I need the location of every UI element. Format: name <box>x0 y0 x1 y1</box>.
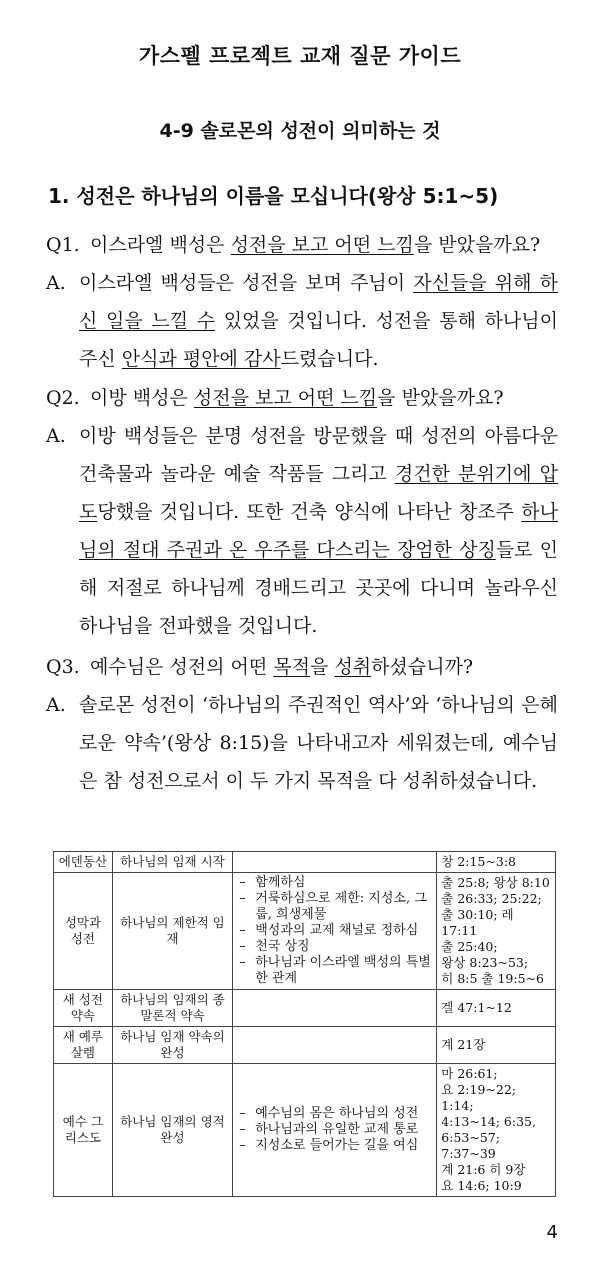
underlined-phrase: 목적 <box>273 656 311 678</box>
qa-text <box>90 648 558 686</box>
presence-cell: 하나님의 임재 시작 <box>112 852 232 873</box>
question-3 <box>46 648 558 686</box>
scripture-cell <box>437 990 556 1027</box>
text-segment: 솔로몬 성전이 ‘하나님의 주권적인 역사’와 ‘하나님의 은혜로운 약속’(왕상 8:15)을 나타내고자 세워졌는데, 예수님은 참 성전으로서 이 두 가지 목적을 다 성취하셨습니다. <box>79 694 558 792</box>
scripture-cell <box>437 873 556 990</box>
scripture-ref: 마 26:61; <box>441 1066 498 1081</box>
text-segment: 이방 백성들은 분명 성전을 방문했을 때 성전의 아름다운 건축물과 놀라운 예술 작품들 그리고 <box>79 425 558 485</box>
scripture-ref: 왕상 8:23~53; <box>441 955 529 970</box>
features-cell <box>233 1064 437 1197</box>
underlined-phrase: 성전을 보고 어떤 느낌 <box>230 234 414 256</box>
question-2 <box>46 379 558 417</box>
features-cell <box>233 852 437 873</box>
features-cell <box>233 1027 437 1064</box>
feature-item: – 예수님의 몸은 하나님의 성전 <box>237 1106 432 1122</box>
text-segment: 있었을 것입니다. 성전을 통해 하나님이 주신 <box>79 310 558 370</box>
underlined-phrase: 성취 <box>334 656 372 678</box>
text-segment: 을 받았을까요? <box>413 234 541 256</box>
features-cell <box>233 990 437 1027</box>
feature-item: – 거룩하심으로 제한: 지성소, 그룹, 희생제물 <box>237 891 432 923</box>
era-cell: 새 예루살렘 <box>54 1027 113 1064</box>
scripture-ref: 출 26:33; 25:22; <box>441 891 542 906</box>
era-cell: 에덴동산 <box>54 852 113 873</box>
qa-label: A. <box>46 425 66 447</box>
text-segment: 예수님은 성전의 어떤 <box>90 656 274 678</box>
underlined-phrase: 경건한 분위기에 압도 <box>79 463 558 523</box>
table-row <box>54 1027 556 1064</box>
scripture-ref: 4:13~14; 6:35, <box>441 1114 536 1129</box>
qa-label: Q3. <box>46 656 80 678</box>
table-row <box>54 873 556 990</box>
qa-text <box>79 417 558 645</box>
answer-3 <box>46 686 558 800</box>
text-segment: 이스라엘 백성들은 성전을 보며 주님이 <box>79 272 414 294</box>
era-cell: 예수 그리스도 <box>54 1064 113 1197</box>
era-cell: 새 성전 약속 <box>54 990 113 1027</box>
feature-item: – 지성소로 들어가는 길을 여심 <box>237 1138 432 1154</box>
text-segment: 을 <box>310 656 335 678</box>
table-row <box>54 990 556 1027</box>
scripture-ref: 겔 47:1~12 <box>441 1000 512 1015</box>
text-segment: 이방 백성은 <box>90 387 194 409</box>
qa-label: A. <box>46 694 66 716</box>
answer-2 <box>46 417 558 645</box>
scripture-ref: 출 25:40; <box>441 939 498 954</box>
text-segment: 당했을 것입니다. 또한 건축 양식에 나타난 창조주 <box>97 501 522 523</box>
qa-text <box>79 686 558 800</box>
scripture-cell <box>437 1027 556 1064</box>
scripture-ref: 6:53~57; 7:37~39 <box>441 1130 500 1161</box>
table-row <box>54 852 556 873</box>
qa-label: Q1. <box>46 234 80 256</box>
presence-cell: 하나님 임재 약속의 완성 <box>112 1027 232 1064</box>
scripture-cell <box>437 852 556 873</box>
presence-table <box>53 851 556 1197</box>
feature-item: – 하나님과의 유일한 교제 통로 <box>237 1122 432 1138</box>
scripture-ref: 창 2:15~3:8 <box>441 854 516 869</box>
scripture-ref: 계 21장 <box>441 1037 486 1052</box>
underlined-phrase: 자신들을 위해 하신 일을 느낄 수 <box>79 272 558 332</box>
qa-label: Q2. <box>46 387 80 409</box>
qa-text <box>79 264 558 378</box>
features-cell <box>233 873 437 990</box>
question-1 <box>46 226 558 264</box>
feature-item: – 함께하심 <box>237 875 432 891</box>
underlined-phrase: 성전을 보고 어떤 느낌 <box>193 387 378 409</box>
page-number: 4 <box>546 1222 558 1243</box>
text-segment: 이스라엘 백성은 <box>90 234 231 256</box>
presence-cell: 하나님의 제한적 임재 <box>112 873 232 990</box>
qa-text <box>90 226 558 264</box>
era-cell: 성막과 성전 <box>54 873 113 990</box>
scripture-ref: 요 14:6; 10:9 <box>441 1178 522 1193</box>
scripture-ref: 계 21:6 히 9장 <box>441 1162 526 1177</box>
qa-text <box>90 379 558 417</box>
presence-cell: 하나님 임재의 영적 완성 <box>112 1064 232 1197</box>
text-segment: 드렸습니다. <box>280 348 379 370</box>
text-segment: 을 받았을까요? <box>377 387 504 409</box>
underlined-phrase: 안식과 평안에 감사 <box>121 348 281 370</box>
scripture-ref: 출 30:10; 레 17:11 <box>441 907 514 938</box>
scripture-ref: 히 8:5 출 19:5~6 <box>441 971 544 986</box>
lesson-title: 4-9 솔로몬의 성전이 의미하는 것 <box>159 120 441 142</box>
text-segment: 들로 인해 저절로 하나님께 경배드리고 곳곳에 다니며 놀라우신 하나님을 전파했을 것입니다. <box>79 539 558 637</box>
underlined-phrase: 하나님의 절대 주권과 온 우주를 다스리는 장엄한 상징 <box>79 501 558 561</box>
scripture-cell <box>437 1064 556 1197</box>
scripture-ref: 출 25:8; 왕상 8:10 <box>441 875 550 890</box>
page-header: 가스펠 프로젝트 교재 질문 가이드 <box>138 44 462 68</box>
feature-item: – 백성과의 교제 채널로 정하심 <box>237 923 432 939</box>
presence-cell: 하나님의 임재의 종말론적 약속 <box>112 990 232 1027</box>
answer-1 <box>46 264 558 378</box>
text-segment: 하셨습니까? <box>371 656 474 678</box>
table-row <box>54 1064 556 1197</box>
qa-label: A. <box>46 272 66 294</box>
section-heading: 1. 성전은 하나님의 이름을 모십니다(왕상 5:1~5) <box>48 184 499 208</box>
scripture-ref: 요 2:19~22; 1:14; <box>441 1082 516 1113</box>
feature-item: – 천국 상징 <box>237 939 432 955</box>
feature-item: – 하나님과 이스라엘 백성의 특별한 관계 <box>237 955 432 987</box>
